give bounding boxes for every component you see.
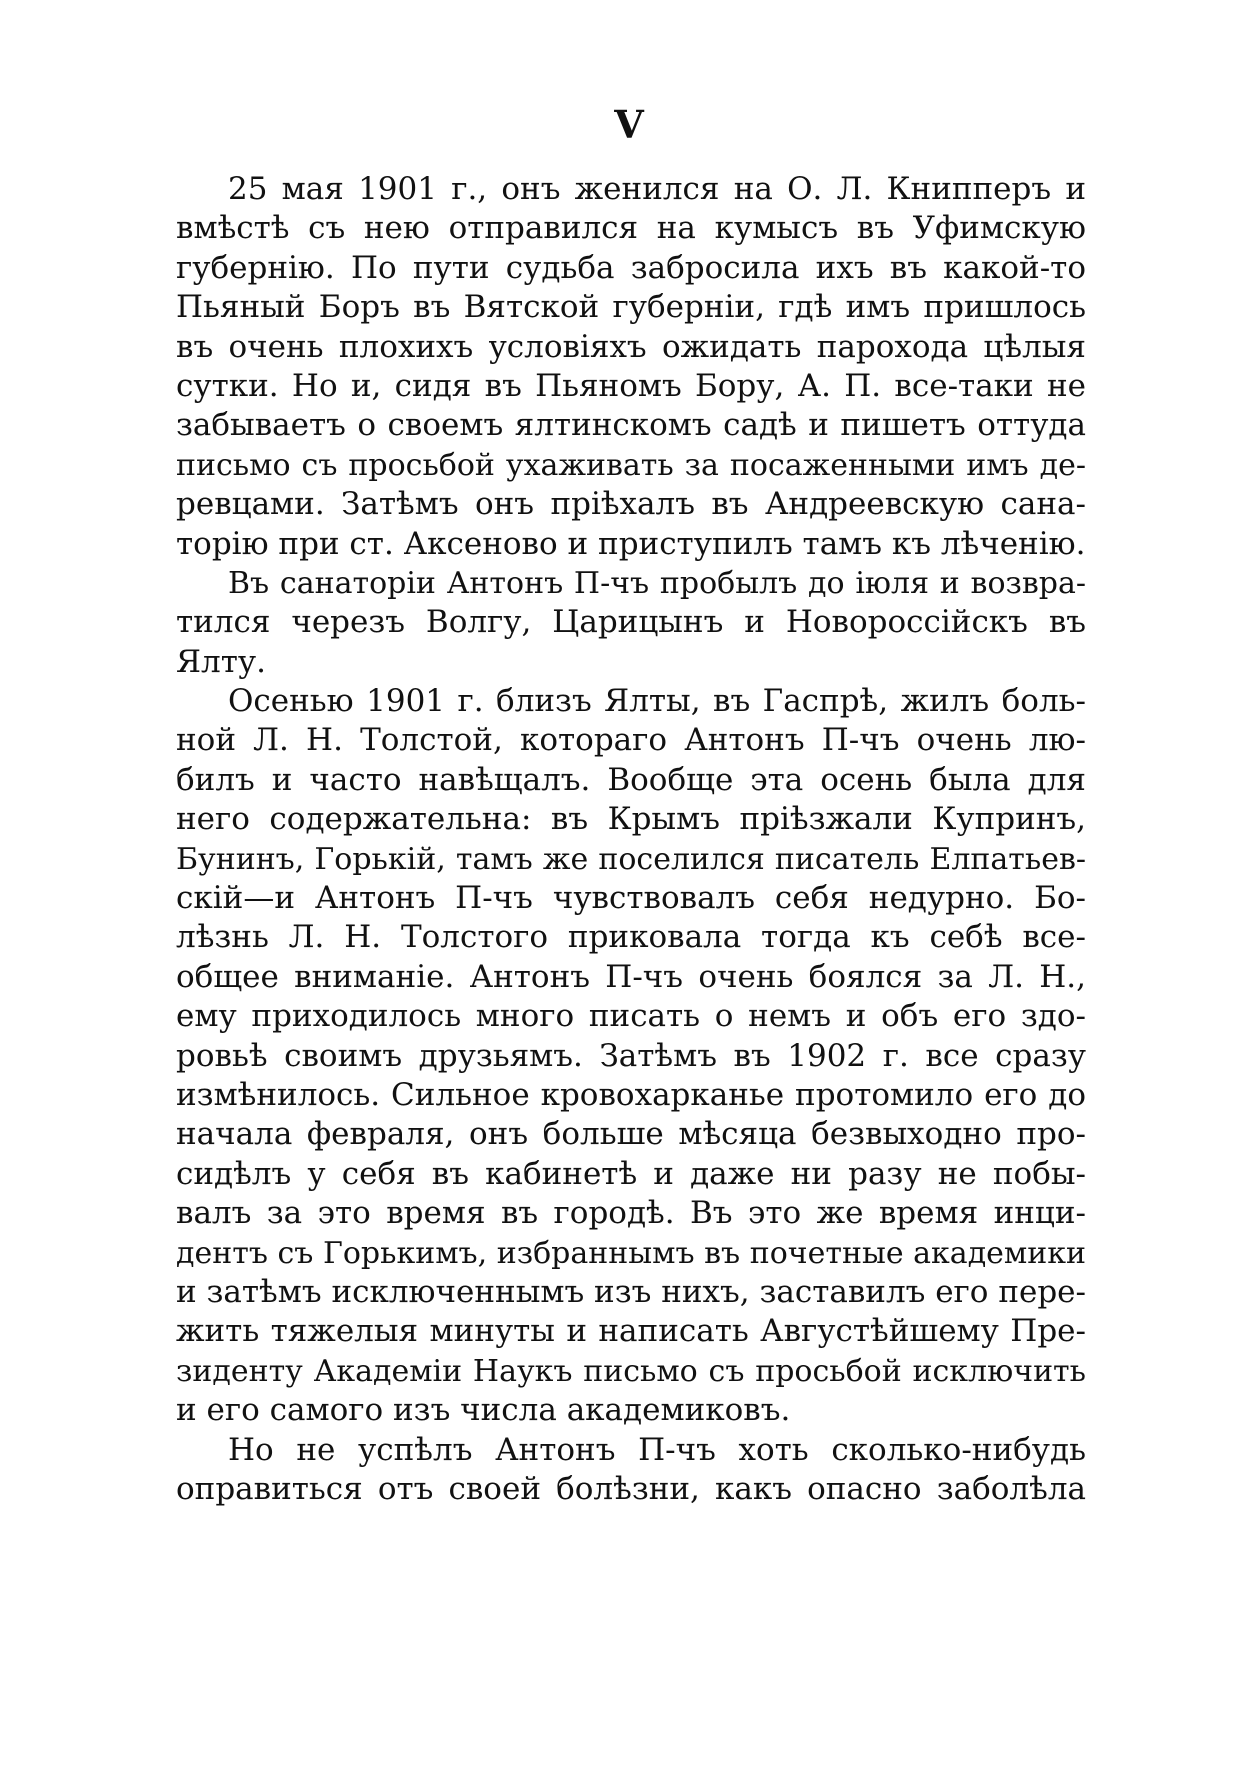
text-line: 25 мая 1901 г., онъ женился на О. Л. Книпперъ и bbox=[228, 171, 1086, 207]
text-line: и его самого изъ числа академиковъ. bbox=[176, 1392, 791, 1429]
text-line: Бунинъ, Горькій, тамъ же поселился писатель Елпатьев- bbox=[176, 841, 1086, 877]
text-line: скій—и Антонъ П-чъ чувствовалъ себя недурно. Бо- bbox=[176, 880, 1086, 917]
page-number: V bbox=[614, 102, 645, 147]
text-line: тился черезъ Волгу, Царицынъ и Новороссійскъ въ bbox=[176, 604, 1086, 641]
text-line: забываетъ о своемъ ялтинскомъ садѣ и пишетъ оттуда bbox=[176, 407, 1086, 444]
text-line: въ очень плохихъ условіяхъ ожидать парохода цѣлыя bbox=[176, 328, 1086, 365]
text-line: письмо съ просьбой ухаживать за посаженными имъ де- bbox=[176, 447, 1086, 483]
text-line: билъ и часто навѣщалъ. Вообще эта осень была для bbox=[176, 761, 1086, 798]
text-line: валъ за это время въ городѣ. Въ это же время инци- bbox=[176, 1195, 1086, 1232]
text-line: Въ санаторіи Антонъ П-чъ пробылъ до іюля и возвра- bbox=[228, 565, 1086, 601]
text-line: ровьѣ своимъ друзьямъ. Затѣмъ въ 1902 г. все сразу bbox=[176, 1037, 1086, 1074]
text-line: Но не успѣлъ Антонъ П-чъ хоть сколько-нибудь bbox=[228, 1431, 1086, 1468]
text-line: него содержательна: въ Крымъ пріѣзжали Купринъ, bbox=[176, 801, 1086, 838]
text-line: сидѣлъ у себя въ кабинетѣ и даже ни разу не побы- bbox=[176, 1155, 1086, 1192]
text-line: губернію. По пути судьба забросила ихъ въ какой-то bbox=[176, 249, 1086, 286]
text-line: лѣзнь Л. Н. Толстого приковала тогда къ себѣ все- bbox=[176, 919, 1086, 956]
text-line: ревцами. Затѣмъ онъ пріѣхалъ въ Андреевскую сана- bbox=[176, 486, 1086, 523]
body-text bbox=[176, 170, 1086, 1509]
text-line: оправиться отъ своей болѣзни, какъ опасно заболѣла bbox=[176, 1470, 1086, 1507]
text-line: и затѣмъ исключеннымъ изъ нихъ, заставилъ его пере- bbox=[176, 1273, 1086, 1310]
text-line: жить тяжелыя минуты и написать Августѣйшему Пре- bbox=[176, 1313, 1086, 1350]
text-line: Ялту. bbox=[176, 643, 266, 680]
text-line: торію при ст. Аксеново и приступилъ тамъ къ лѣченію. bbox=[176, 525, 1086, 562]
text-line: измѣнилось. Сильное кровохарканье протомило его до bbox=[176, 1076, 1086, 1113]
text-line: ной Л. Н. Толстой, котораго Антонъ П-чъ очень лю- bbox=[176, 722, 1086, 759]
text-line: начала февраля, онъ больше мѣсяца безвыходно про- bbox=[176, 1116, 1086, 1153]
text-line: сутки. Но и, сидя въ Пьяномъ Бору, А. П. все-таки не bbox=[176, 367, 1086, 404]
text-line: зиденту Академіи Наукъ письмо съ просьбой исключить bbox=[176, 1353, 1086, 1389]
text-line: Пьяный Боръ въ Вятской губерніи, гдѣ имъ пришлось bbox=[176, 289, 1086, 326]
text-line: общее вниманіе. Антонъ П-чъ очень боялся за Л. Н., bbox=[176, 958, 1086, 995]
text-line: вмѣстѣ съ нею отправился на кумысъ въ Уфимскую bbox=[176, 210, 1086, 247]
text-line: дентъ съ Горькимъ, избраннымъ въ почетные академики bbox=[176, 1235, 1086, 1271]
text-line: ему приходилось много писать о немъ и объ его здо- bbox=[176, 998, 1086, 1035]
text-line: Осенью 1901 г. близъ Ялты, въ Гаспрѣ, жилъ боль- bbox=[228, 683, 1086, 720]
